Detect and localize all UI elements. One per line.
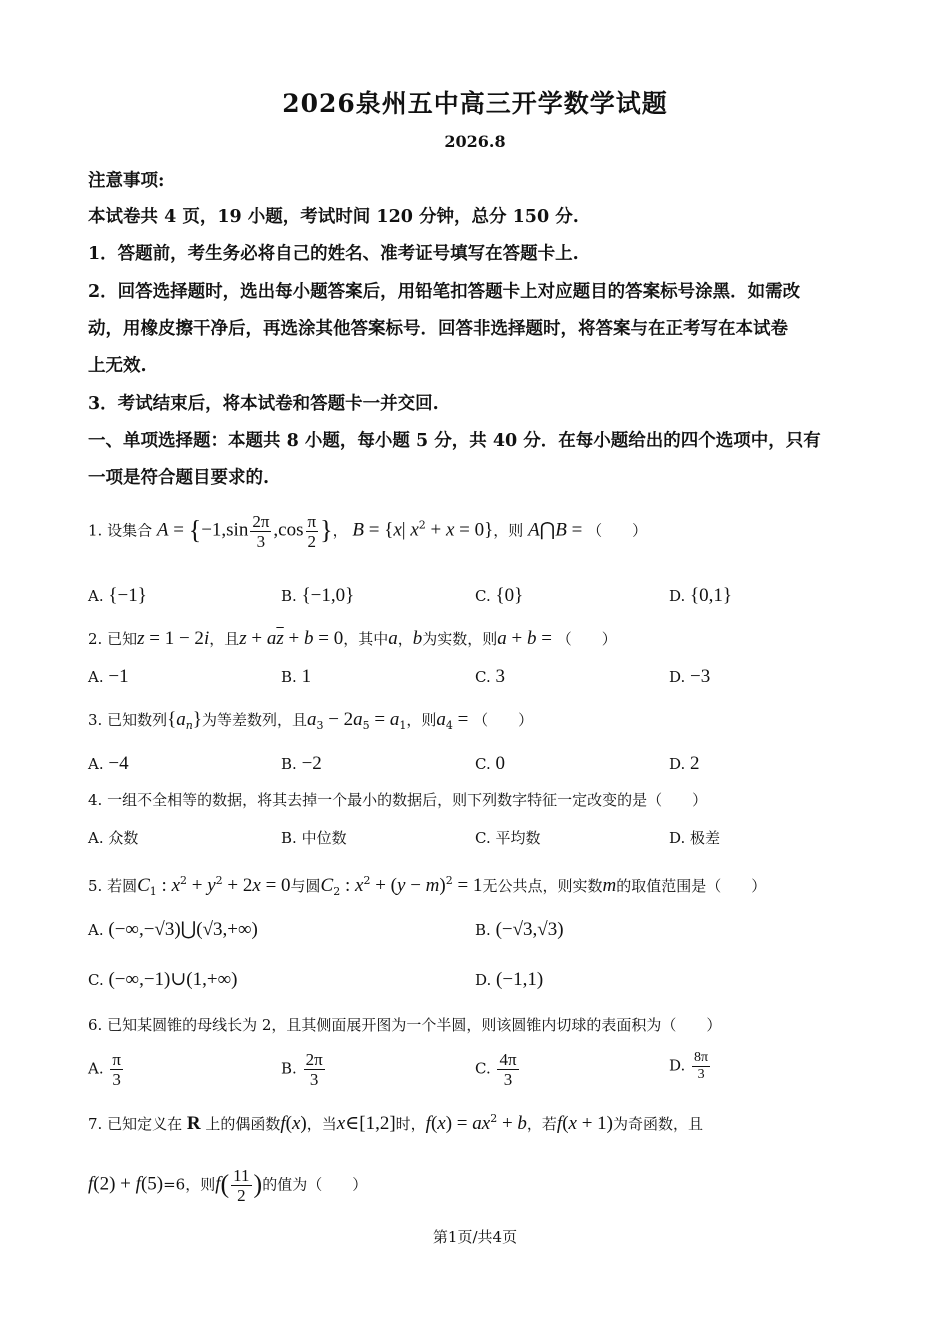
notice-line: 上无效. (88, 356, 147, 376)
question-6: 6. 已知某圆锥的母线长为 2，且其侧面展开图为一个半圆，则该圆锥内切球的表面积为（ ） (88, 1016, 722, 1034)
q6-option-a: A. $\frac{\pi}{3}$ (88, 1050, 121, 1089)
q2-option-a: A. −1 (88, 666, 129, 687)
q2-option-c: C. 3 (475, 666, 505, 687)
q3-option-a: A. −4 (88, 753, 129, 774)
q4-option-a: A. 众数 (88, 829, 139, 847)
q4-option-c: C. 平均数 (475, 829, 541, 847)
notice-line: 1．答题前，考生务必将自己的姓名、准考证号填写在答题卡上. (88, 244, 579, 264)
q3-option-b: B. −2 (281, 753, 322, 774)
q6-option-b: B. $\frac{2\pi}{3}$ (281, 1050, 323, 1089)
notice-line: 2．回答选择题时，选出每小题答案后，用铅笔扣答题卡上对应题目的答案标号涂黑．如需改 (88, 282, 801, 302)
section-heading: 一、单项选择题：本题共 8 小题，每小题 5 分，共 40 分．在每小题给出的四个选项中，只有 (88, 431, 821, 451)
section-heading: 一项是符合题目要求的. (88, 468, 270, 488)
question-4: 4. 一组不全相等的数据，将其去掉一个最小的数据后，则下列数字特征一定改变的是（ ） (88, 791, 708, 809)
page-title: 2026泉州五中高三开学数学试题 (282, 89, 668, 118)
q2-option-b: B. 1 (281, 666, 312, 687)
notice-heading: 注意事项: (88, 171, 165, 191)
question-7: 7. 已知定义在 R 上的偶函数f(x)，当x∈[1,2]时，$f(x) = ax^2 + b$，若f(x + 1)为奇函数，且 (88, 1112, 704, 1134)
question-1: 1. 设集合 A = {−1,sin $\frac{2\pi}{3}$ ,cos $\frac{\pi}{2}$ }， B = {x| $x^2 + x = 0$}，则 A⋂B = （ ） (88, 512, 648, 551)
notice-line: 3．考试结束后，将本试卷和答题卡一并交回. (88, 394, 439, 414)
page-footer: 第1页/共4页 (432, 1228, 518, 1246)
q6-option-d: D. $\frac{8\pi}{3}$ (669, 1050, 709, 1082)
question-3: 3. 已知数列$\{a_n\}$为等差数列，且$a_3 - 2a_5 = a_1$，则$a_4$ = （ ） (88, 709, 534, 732)
q4-option-b: B. 中位数 (281, 829, 347, 847)
q3-option-d: D. 2 (669, 753, 700, 774)
question-2: 2. 已知z = 1 − 2i，且$z + a\overline{z} + b = 0$，其中a，b为实数，则a + b = （ ） (88, 628, 617, 649)
notice-line: 动，用橡皮擦干净后，再选涂其他答案标号．回答非选择题时，将答案与在正考写在本试卷 (88, 319, 788, 339)
q1-option-b: B. {−1,0} (281, 585, 355, 606)
q2-option-d: D. −3 (669, 666, 711, 687)
question-5: 5. 若圆$C_1$ : $x^2 + y^2 + 2x = 0$与圆$C_2$ : $x^2 + (y - m)^2 = 1$无公共点，则实数m的取值范围是（ ） (88, 874, 767, 898)
question-7-line2: f(2) + f(5)=6，则f( $\frac{11}{2}$ )的值为（ ） (88, 1166, 368, 1205)
q6-option-c: C. $\frac{4\pi}{3}$ (475, 1050, 517, 1089)
q5-option-c: C. (−∞,−1)∪(1,+∞) (88, 969, 238, 990)
q1-option-d: D. {0,1} (669, 585, 733, 606)
q3-option-c: C. 0 (475, 753, 505, 774)
q1-option-a: A. {−1} (88, 585, 147, 606)
q5-option-a: A. (−∞,−√3)⋃(√3,+∞) (88, 919, 258, 940)
q4-option-d: D. 极差 (669, 829, 721, 847)
q1-option-c: C. {0} (475, 585, 524, 606)
q5-option-b: B. (−√3,√3) (475, 919, 564, 940)
exam-date: 2026.8 (444, 132, 506, 151)
q5-option-d: D. (−1,1) (475, 969, 544, 990)
notice-line: 本试卷共 4 页，19 小题，考试时间 120 分钟，总分 150 分. (88, 207, 579, 227)
